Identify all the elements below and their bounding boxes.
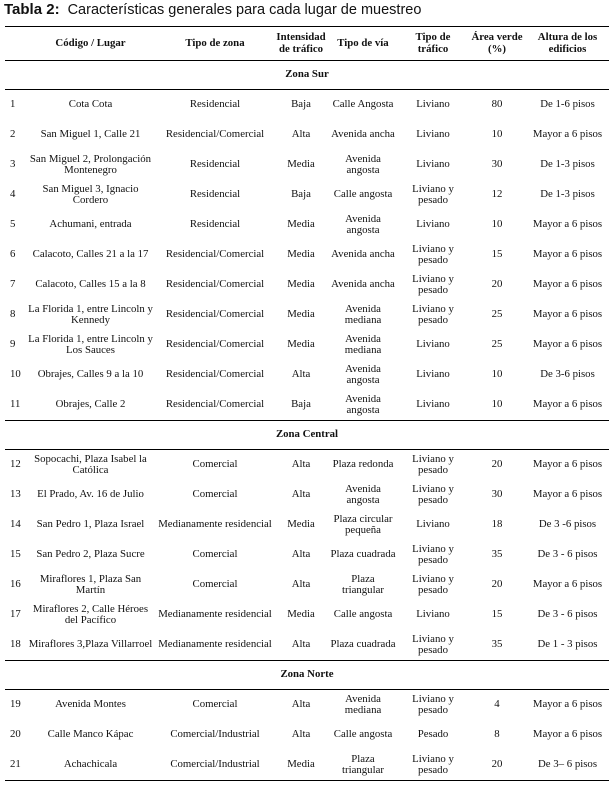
table-row xyxy=(5,210,609,240)
cell-tipo-zona: Residencial/Comercial xyxy=(165,128,265,141)
cell-num: 8 xyxy=(10,308,16,321)
cell-area-verde: 18 xyxy=(491,518,503,531)
cell-num: 2 xyxy=(10,128,16,141)
cell-lugar: Calacoto, Calles 15 a la 8 xyxy=(35,278,146,291)
cell-tipo-trafico: Liviano y pesado xyxy=(412,242,454,266)
cell-lugar: La Florida 1, entre Lincoln y Los Sauces xyxy=(28,332,153,356)
cell-area-verde: 80 xyxy=(491,98,503,111)
cell-lugar: Achumani, entrada xyxy=(49,218,132,231)
cell-tipo-zona: Residencial/Comercial xyxy=(165,398,265,411)
cell-area-verde: 8 xyxy=(494,728,500,741)
cell-lugar: La Florida 1, entre Lincoln y Kennedy xyxy=(28,302,153,326)
cell-intensidad: Alta xyxy=(291,638,311,651)
cell-tipo-via: Plaza triangular xyxy=(328,750,398,781)
cell-intensidad: Media xyxy=(287,218,315,231)
table-row xyxy=(5,570,609,600)
cell-lugar: Calacoto, Calles 21 a la 17 xyxy=(32,248,149,261)
cell-altura: De 3 -6 pisos xyxy=(538,518,597,531)
cell-tipo-via: Calle angosta xyxy=(333,188,393,201)
cell-area-verde: 20 xyxy=(491,458,503,471)
cell-tipo-via: Avenida mediana xyxy=(344,302,382,326)
header-altura: Altura de los edificios xyxy=(537,31,598,55)
cell-tipo-via: Avenida mediana xyxy=(344,692,382,716)
cell-tipo-trafico: Liviano y pesado xyxy=(412,272,454,296)
sampling-sites-table xyxy=(5,26,609,781)
table-row xyxy=(5,390,609,421)
cell-num: 16 xyxy=(10,578,21,591)
cell-intensidad: Alta xyxy=(291,578,311,591)
cell-area-verde: 35 xyxy=(491,548,503,561)
table-row xyxy=(5,690,609,721)
cell-tipo-via: Avenida ancha xyxy=(331,278,395,291)
caption-label: Tabla 2: xyxy=(4,1,60,18)
cell-num: 11 xyxy=(10,398,21,411)
cell-tipo-via: Avenida angosta xyxy=(345,152,381,176)
cell-lugar: Avenida Montes xyxy=(55,698,126,711)
cell-tipo-zona: Residencial xyxy=(189,218,241,231)
cell-lugar: Sopocachi, Plaza Isabel la Católica xyxy=(34,452,147,476)
header-codigo: Código / Lugar xyxy=(55,36,126,49)
table-row xyxy=(5,90,609,121)
cell-intensidad: Media xyxy=(287,338,315,351)
cell-altura: Mayor a 6 pisos xyxy=(532,308,603,321)
cell-tipo-via: Calle Angosta xyxy=(332,98,394,111)
header-row xyxy=(5,27,609,61)
cell-area-verde: 20 xyxy=(468,750,526,781)
cell-tipo-trafico: Liviano xyxy=(416,518,450,531)
cell-num: 20 xyxy=(10,728,21,741)
cell-lugar: San Pedro 1, Plaza Israel xyxy=(36,518,145,531)
cell-tipo-trafico: Liviano y pesado xyxy=(412,302,454,326)
zone-header-row xyxy=(5,421,609,450)
cell-tipo-trafico: Liviano xyxy=(416,128,450,141)
cell-lugar: Obrajes, Calles 9 a la 10 xyxy=(37,368,144,381)
cell-num: 14 xyxy=(10,518,21,531)
cell-area-verde: 10 xyxy=(491,398,503,411)
cell-tipo-via: Avenida angosta xyxy=(345,212,381,236)
cell-altura: Mayor a 6 pisos xyxy=(532,128,603,141)
cell-intensidad: Alta xyxy=(291,458,311,471)
cell-altura: Mayor a 6 pisos xyxy=(532,458,603,471)
cell-intensidad: Media xyxy=(274,750,328,781)
cell-tipo-zona: Medianamente residencial xyxy=(158,608,272,621)
cell-tipo-zona: Residencial/Comercial xyxy=(165,338,265,351)
cell-tipo-zona: Residencial/Comercial xyxy=(165,278,265,291)
cell-altura: De 1-3 pisos xyxy=(540,158,595,171)
cell-intensidad: Media xyxy=(287,608,315,621)
cell-altura: Mayor a 6 pisos xyxy=(532,728,603,741)
table-row xyxy=(5,120,609,150)
table-row xyxy=(5,630,609,661)
cell-intensidad: Baja xyxy=(291,188,311,201)
cell-altura: Mayor a 6 pisos xyxy=(532,278,603,291)
cell-num: 9 xyxy=(10,338,16,351)
cell-lugar: El Prado, Av. 16 de Julio xyxy=(37,488,144,501)
cell-tipo-zona: Comercial xyxy=(192,698,238,711)
table-row xyxy=(5,240,609,270)
cell-tipo-via: Avenida angosta xyxy=(345,362,381,386)
cell-lugar: Cota Cota xyxy=(68,98,113,111)
cell-tipo-zona: Medianamente residencial xyxy=(158,638,272,651)
zone-name: Zona Sur xyxy=(5,61,609,90)
cell-tipo-zona: Comercial xyxy=(192,548,238,561)
cell-tipo-zona: Comercial xyxy=(192,578,238,591)
cell-tipo-zona: Residencial xyxy=(189,98,241,111)
cell-altura: De 1 - 3 pisos xyxy=(537,638,598,651)
cell-altura: Mayor a 6 pisos xyxy=(532,248,603,261)
cell-intensidad: Media xyxy=(287,158,315,171)
cell-intensidad: Alta xyxy=(291,698,311,711)
cell-tipo-zona: Comercial xyxy=(192,488,238,501)
header-num xyxy=(5,27,25,61)
cell-num: 5 xyxy=(10,218,16,231)
cell-tipo-via: Plaza cuadrada xyxy=(330,638,396,651)
cell-tipo-trafico: Liviano xyxy=(416,98,450,111)
cell-area-verde: 10 xyxy=(491,128,503,141)
cell-tipo-zona: Residencial xyxy=(189,188,241,201)
cell-lugar: Miraflores 2, Calle Héroes del Pacífico xyxy=(32,602,149,626)
cell-num: 12 xyxy=(10,458,21,471)
header-via: Tipo de vía xyxy=(337,36,389,49)
cell-num: 10 xyxy=(10,368,21,381)
cell-altura: De 3– 6 pisos xyxy=(526,750,609,781)
table-row xyxy=(5,720,609,750)
cell-tipo-trafico: Liviano xyxy=(416,218,450,231)
cell-num: 15 xyxy=(10,548,21,561)
table-row xyxy=(5,600,609,630)
header-trafico: Tipo de tráfico xyxy=(415,31,451,55)
table-body xyxy=(5,61,609,781)
cell-area-verde: 25 xyxy=(491,308,503,321)
cell-tipo-via: Plaza redonda xyxy=(332,458,394,471)
table-row xyxy=(5,480,609,510)
zone-name: Zona Norte xyxy=(5,661,609,690)
cell-num: 6 xyxy=(10,248,16,261)
cell-altura: Mayor a 6 pisos xyxy=(532,578,603,591)
cell-area-verde: 25 xyxy=(491,338,503,351)
cell-num: 19 xyxy=(10,698,21,711)
cell-area-verde: 15 xyxy=(491,248,503,261)
cell-area-verde: 10 xyxy=(491,218,503,231)
table-row xyxy=(5,540,609,570)
cell-intensidad: Alta xyxy=(291,488,311,501)
cell-num: 18 xyxy=(10,638,21,651)
cell-tipo-trafico: Liviano y pesado xyxy=(412,182,454,206)
cell-intensidad: Baja xyxy=(291,98,311,111)
cell-tipo-trafico: Liviano y pesado xyxy=(412,572,454,596)
cell-tipo-zona: Residencial/Comercial xyxy=(165,248,265,261)
cell-tipo-via: Avenida ancha xyxy=(331,248,395,261)
cell-intensidad: Alta xyxy=(291,548,311,561)
cell-intensidad: Alta xyxy=(291,728,311,741)
cell-tipo-trafico: Liviano xyxy=(416,398,450,411)
table-row xyxy=(5,180,609,210)
cell-altura: Mayor a 6 pisos xyxy=(532,488,603,501)
header-area: Área verde (%) xyxy=(471,31,523,55)
cell-tipo-via: Calle angosta xyxy=(333,608,393,621)
cell-area-verde: 4 xyxy=(494,698,500,711)
cell-intensidad: Media xyxy=(287,308,315,321)
zone-name: Zona Central xyxy=(5,421,609,450)
cell-intensidad: Baja xyxy=(291,398,311,411)
cell-tipo-via: Plaza cuadrada xyxy=(330,548,396,561)
cell-tipo-trafico: Liviano y pesado xyxy=(398,750,468,781)
cell-tipo-trafico: Liviano y pesado xyxy=(412,692,454,716)
cell-altura: Mayor a 6 pisos xyxy=(532,218,603,231)
cell-intensidad: Media xyxy=(287,518,315,531)
cell-tipo-zona: Comercial/Industrial xyxy=(156,750,274,781)
header-zona: Tipo de zona xyxy=(185,36,245,49)
cell-tipo-zona: Residencial xyxy=(189,158,241,171)
table-row xyxy=(5,150,609,180)
cell-num: 17 xyxy=(10,608,21,621)
cell-num: 1 xyxy=(10,98,16,111)
cell-altura: Mayor a 6 pisos xyxy=(532,698,603,711)
cell-tipo-trafico: Pesado xyxy=(417,728,449,741)
cell-tipo-trafico: Liviano xyxy=(416,158,450,171)
cell-intensidad: Alta xyxy=(291,368,311,381)
cell-area-verde: 12 xyxy=(491,188,503,201)
cell-tipo-via: Avenida angosta xyxy=(345,482,381,506)
cell-tipo-trafico: Liviano y pesado xyxy=(412,632,454,656)
table-row xyxy=(5,510,609,540)
cell-num: 13 xyxy=(10,488,21,501)
cell-num: 21 xyxy=(5,750,25,781)
cell-tipo-trafico: Liviano xyxy=(416,368,450,381)
table-caption xyxy=(4,1,421,21)
cell-altura: Mayor a 6 pisos xyxy=(532,398,603,411)
cell-tipo-zona: Comercial xyxy=(192,458,238,471)
cell-lugar: Miraflores 1, Plaza San Martín xyxy=(39,572,142,596)
cell-altura: De 1-6 pisos xyxy=(540,98,595,111)
table-row xyxy=(5,450,609,481)
cell-lugar: San Miguel 1, Calle 21 xyxy=(40,128,141,141)
zone-header-row xyxy=(5,61,609,90)
table-row xyxy=(5,360,609,390)
zone-header-row xyxy=(5,661,609,690)
cell-area-verde: 30 xyxy=(491,488,503,501)
cell-tipo-via: Plaza circular pequeña xyxy=(333,512,393,536)
cell-intensidad: Media xyxy=(287,278,315,291)
cell-tipo-trafico: Liviano y pesado xyxy=(412,452,454,476)
cell-num: 7 xyxy=(10,278,16,291)
table-row xyxy=(5,330,609,360)
cell-tipo-zona: Residencial/Comercial xyxy=(165,368,265,381)
table-row xyxy=(5,270,609,300)
cell-tipo-trafico: Liviano xyxy=(416,608,450,621)
cell-tipo-via: Avenida mediana xyxy=(344,332,382,356)
cell-lugar: San Pedro 2, Plaza Sucre xyxy=(36,548,145,561)
cell-area-verde: 30 xyxy=(491,158,503,171)
cell-tipo-via: Calle angosta xyxy=(333,728,393,741)
cell-tipo-via: Plaza triangular xyxy=(342,572,384,596)
cell-altura: Mayor a 6 pisos xyxy=(532,338,603,351)
cell-tipo-trafico: Liviano xyxy=(416,338,450,351)
cell-altura: De 3-6 pisos xyxy=(540,368,595,381)
cell-altura: De 3 - 6 pisos xyxy=(537,548,598,561)
cell-lugar: Obrajes, Calle 2 xyxy=(55,398,126,411)
cell-altura: De 3 - 6 pisos xyxy=(537,608,598,621)
cell-num: 3 xyxy=(10,158,16,171)
cell-lugar: San Miguel 3, Ignacio Cordero xyxy=(42,182,139,206)
table-row xyxy=(5,750,609,781)
cell-tipo-via: Avenida ancha xyxy=(331,128,395,141)
cell-tipo-zona: Comercial/Industrial xyxy=(170,728,260,741)
cell-area-verde: 15 xyxy=(491,608,503,621)
cell-intensidad: Alta xyxy=(291,128,311,141)
cell-num: 4 xyxy=(10,188,16,201)
cell-area-verde: 10 xyxy=(491,368,503,381)
cell-area-verde: 20 xyxy=(491,578,503,591)
header-intensidad: Intensidad de tráfico xyxy=(276,31,326,55)
caption-title: Características generales para cada lugar de muestreo xyxy=(67,2,422,18)
cell-tipo-trafico: Liviano y pesado xyxy=(412,542,454,566)
cell-altura: De 1-3 pisos xyxy=(540,188,595,201)
cell-lugar: Miraflores 3,Plaza Villarroel xyxy=(28,638,153,651)
cell-lugar: Achachicala xyxy=(25,750,156,781)
cell-tipo-trafico: Liviano y pesado xyxy=(412,482,454,506)
cell-intensidad: Media xyxy=(287,248,315,261)
cell-area-verde: 20 xyxy=(491,278,503,291)
cell-area-verde: 35 xyxy=(491,638,503,651)
cell-tipo-via: Avenida angosta xyxy=(345,392,381,416)
table-row xyxy=(5,300,609,330)
cell-tipo-zona: Medianamente residencial xyxy=(158,518,272,531)
cell-tipo-zona: Residencial/Comercial xyxy=(165,308,265,321)
cell-lugar: San Miguel 2, Prolongación Montenegro xyxy=(29,152,152,176)
cell-lugar: Calle Manco Kápac xyxy=(47,728,134,741)
